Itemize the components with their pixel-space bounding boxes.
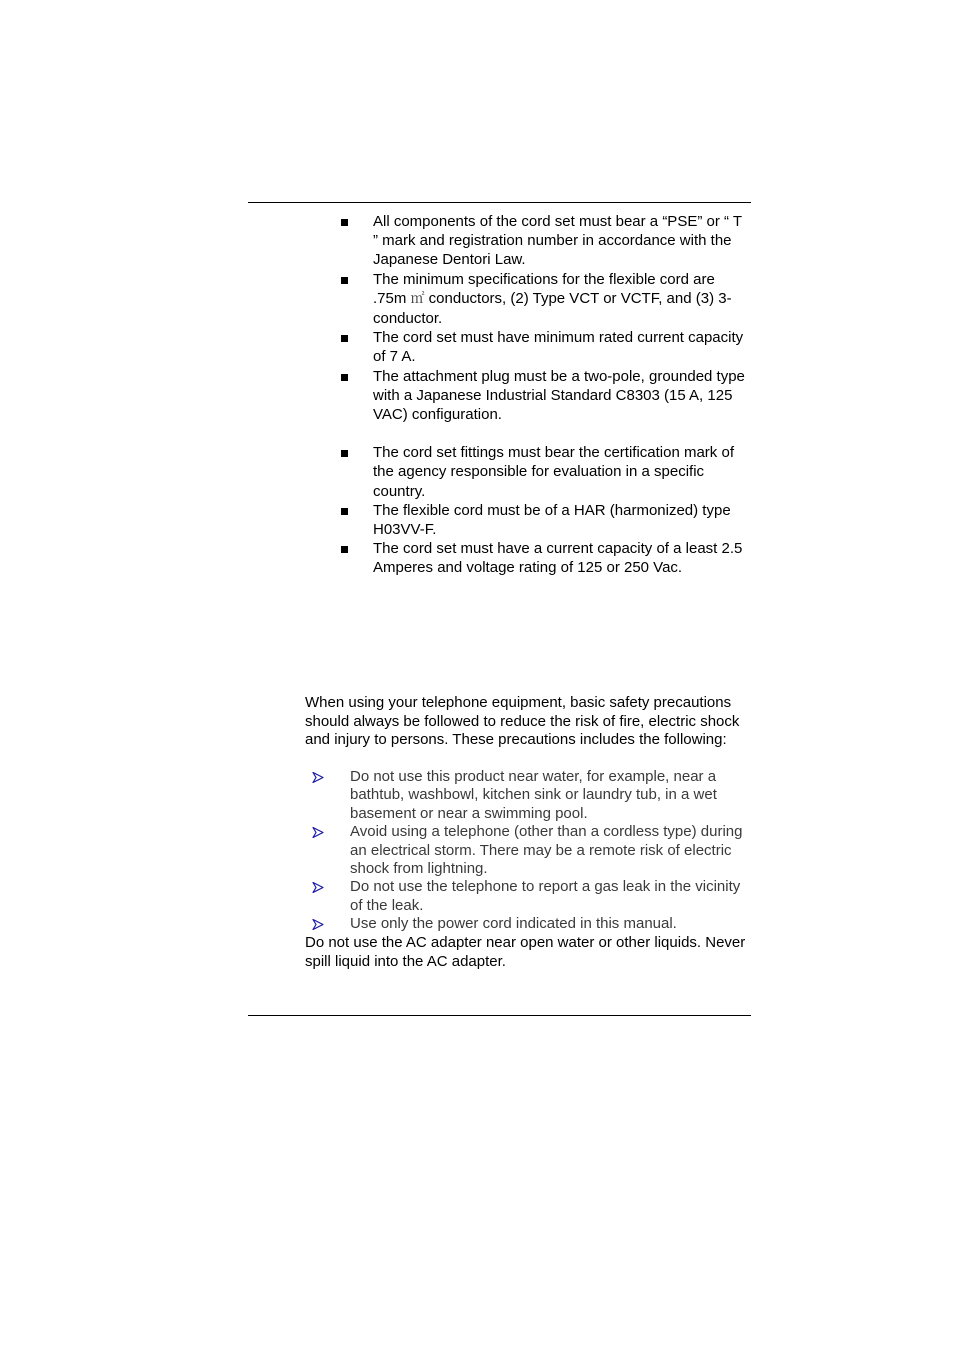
square-bullet-icon	[341, 450, 348, 457]
square-bullet-icon	[341, 508, 348, 515]
list-item: The attachment plug must be a two-pole, grounded type with a Japanese Industrial Standard C8303 (15 A, 125 VAC) configuration.	[340, 367, 750, 425]
list-item: Do not use this product near water, for example, near a bathtub, washbowl, kitchen sink or laundry tub, in a wet basement or near a swimming pool.	[312, 768, 752, 823]
square-bullet-icon	[341, 219, 348, 226]
list-item: Avoid using a telephone (other than a cordless type) during an electrical storm. There may be a remote risk of electric shock from lightning.	[312, 823, 752, 878]
list-item: All components of the cord set must bear a “PSE” or “ T ” mark and registration number in accordance with the Japanese Dentori Law.	[340, 212, 750, 270]
bottom-rule	[248, 1015, 751, 1016]
arrow-bullet-icon	[312, 827, 324, 838]
square-bullet-icon	[341, 335, 348, 342]
square-bullet-icon	[341, 374, 348, 381]
list-item: The cord set fittings must bear the certification mark of the agency responsible for evaluation in a specific country.	[340, 443, 750, 501]
square-bullet-icon	[341, 546, 348, 553]
cord-set-requirements-list	[340, 212, 750, 578]
square-bullet-icon	[341, 277, 348, 284]
list-item: Do not use the telephone to report a gas leak in the vicinity of the leak.	[312, 878, 752, 915]
list-item: The minimum specifications for the flexible cord are .75m ㎡ conductors, (2) Type VCT or VCTF, and (3) 3-conductor.	[340, 270, 750, 329]
list-item: The cord set must have a current capacity of a least 2.5 Amperes and voltage rating of 125 or 250 Vac.	[340, 539, 750, 577]
list-item: Use only the power cord indicated in this manual.	[312, 915, 752, 933]
square-meter-symbol: ㎡	[410, 290, 425, 307]
list-item: The flexible cord must be of a HAR (harmonized) type H03VV-F.	[340, 501, 750, 539]
telephone-safety-intro: When using your telephone equipment, basic safety precautions should always be followed to reduce the risk of fire, electric shock and injury to persons. These precautions includes the following:	[305, 694, 740, 749]
top-rule	[248, 202, 751, 203]
telephone-safety-list	[312, 768, 752, 934]
list-item: The cord set must have minimum rated current capacity of 7 A.	[340, 328, 750, 366]
arrow-bullet-icon	[312, 882, 324, 893]
arrow-bullet-icon	[312, 919, 324, 930]
ac-adapter-warning: Do not use the AC adapter near open water or other liquids. Never spill liquid into the AC adapter.	[305, 934, 746, 970]
arrow-bullet-icon	[312, 772, 324, 783]
